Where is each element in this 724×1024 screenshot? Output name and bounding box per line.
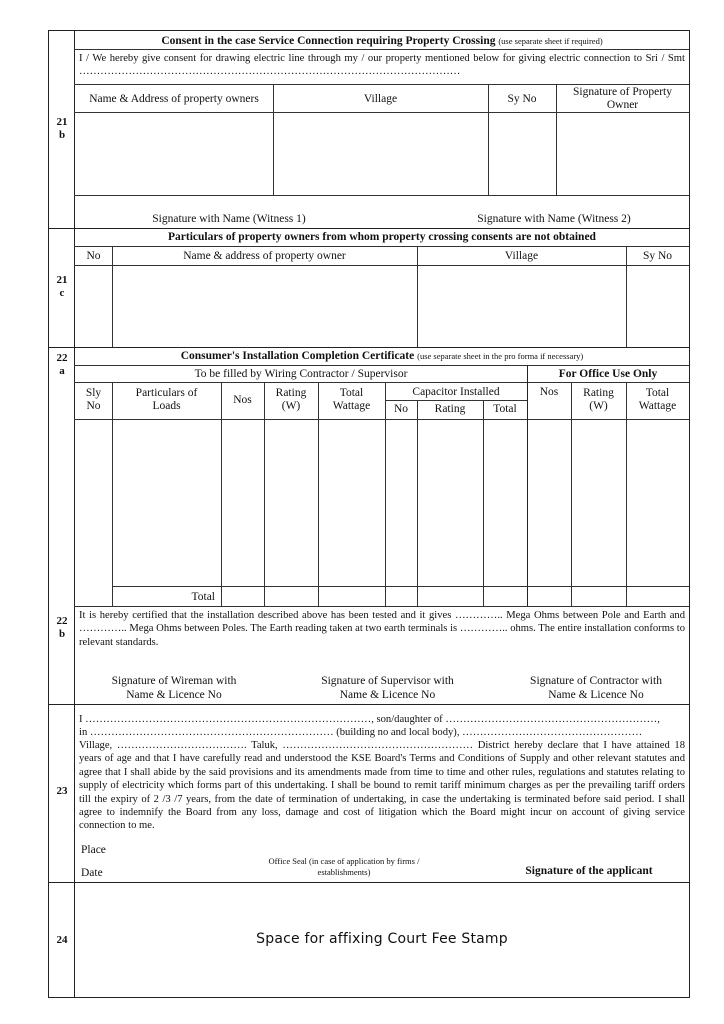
- section-22a-title: [75, 350, 689, 362]
- section-23-sig-applicant: Signature of the applicant: [525, 865, 653, 877]
- section-23-number: 23: [56, 785, 68, 797]
- section-22a-title-text: Consumer's Installation Completion Certificate: [180, 350, 415, 362]
- section-21b-header-signature-owner: Signature of Property Owner: [572, 86, 672, 111]
- section-23-line2: in …………………………………………………………… (building no and local body), ……………………………………………: [79, 727, 643, 738]
- section-22b-number: 22 b: [56, 615, 68, 640]
- section-22a-contractor-heading: To be filled by Wiring Contractor / Supervisor: [194, 368, 408, 380]
- section-24-number: 24: [56, 934, 68, 946]
- section-number-column-divider: [74, 31, 75, 997]
- section-21b-title-text: Consent in the case Service Connection requiring Property Crossing: [161, 35, 496, 47]
- section-23-declaration-body: Village, ………………………………. Taluk, ……………………………………………… District hereby declare that I have attained 18 years of age and that I have carefully read and understood the KSE Board's Terms and Conditions of Supply and other relevant statutes and agree that I shall abide by the said provisions and its amendments made from time to time and other rules, regulations and statutes relating to supply of electricity which forms part of this undertaking. I shall be bound to remit tariff minimum charges as per the prevailing tariff orders till the expiry of 2 /3 /7 years, from the date of termination of undertaking, in case the undertaking is terminated before said period. I shall agree to indemnify the Board from any loss, damage and cost of litigation which the Board might incur on account of giving service connection to me.: [79, 740, 685, 832]
- section-22a-number: 22 a: [56, 352, 68, 377]
- section-23-date: Date: [81, 867, 103, 879]
- section-22b-sig-supervisor: Signature of Supervisor with Name & Licence No: [321, 675, 454, 701]
- section-23-office-seal: Office Seal (in case of application by firms / establishments): [268, 856, 420, 877]
- section-22a-office-heading: For Office Use Only: [558, 368, 658, 380]
- section-21b-number: 21 b: [56, 116, 68, 141]
- section-22b-sig-contractor: Signature of Contractor with Name & Licence No: [530, 675, 662, 701]
- section-21c-header-village: Village: [504, 250, 539, 262]
- section-21b-witness2: Signature with Name (Witness 2): [477, 213, 631, 225]
- section-23-line1: I ………………………………………………………………………, son/daughter of ……………………………………………………,: [79, 714, 660, 725]
- section-22a-total-label: Total: [191, 591, 215, 603]
- section-21c-title: Particulars of property owners from whom property crossing consents are not obtained: [168, 231, 596, 243]
- section-21b-title: [75, 35, 689, 47]
- section-22a-office-nos: Nos: [539, 386, 559, 398]
- court-fee-stamp-space: Space for affixing Court Fee Stamp: [256, 931, 508, 947]
- section-21b-title-note: (use separate sheet if required): [498, 36, 603, 46]
- section-22a-col-rating: Rating (W): [275, 387, 307, 412]
- section-21c-header-no: No: [86, 250, 101, 262]
- section-22b-certificate-text: It is hereby certified that the installation described above has been tested and it gives ………….. Mega Ohms between Pole and Earth and ………….. Mega Ohms between Poles. The Earth reading taken at two earth terminals is ………….. ohms. The entire installation conforms to relevant standards.: [79, 610, 685, 648]
- section-22a-office-total-wattage: Total Wattage: [638, 387, 677, 412]
- section-22a-cap-total: Total: [493, 403, 517, 415]
- section-22a-capacitor-heading: Capacitor Installed: [412, 386, 500, 398]
- section-22b-sig-wireman: Signature of Wireman with Name & Licence No: [111, 675, 237, 701]
- section-22a-office-rating: Rating (W): [583, 387, 614, 412]
- form-page: [48, 30, 690, 998]
- section-21c-header-name-address: Name & address of property owner: [183, 250, 346, 262]
- section-23-place: Place: [81, 844, 106, 856]
- section-22a-title-note: (use separate sheet in the pro forma if necessary): [417, 351, 584, 361]
- section-22a-col-particulars: Particulars of Loads: [135, 387, 198, 412]
- section-21b-header-name-address: Name & Address of property owners: [89, 93, 259, 105]
- section-21b-consent-text: I / We hereby give consent for drawing electric line through my / our property mentioned below for giving electric connection to Sri / Smt ………………………………………………………………………………………………: [79, 53, 685, 78]
- section-21c-header-sy-no: Sy No: [642, 250, 673, 262]
- section-22a-col-sly-no: Sly No: [85, 387, 102, 412]
- section-21c-number: 21 c: [56, 274, 68, 299]
- section-22a-col-total-wattage: Total Wattage: [332, 387, 371, 412]
- section-22a-cap-rating: Rating: [434, 403, 466, 415]
- section-21b-header-sy-no: Sy No: [507, 93, 537, 105]
- section-21b-witness1: Signature with Name (Witness 1): [152, 213, 306, 225]
- section-22a-col-nos: Nos: [233, 394, 252, 406]
- section-21b-header-village: Village: [363, 93, 398, 105]
- section-22a-cap-no: No: [393, 403, 409, 415]
